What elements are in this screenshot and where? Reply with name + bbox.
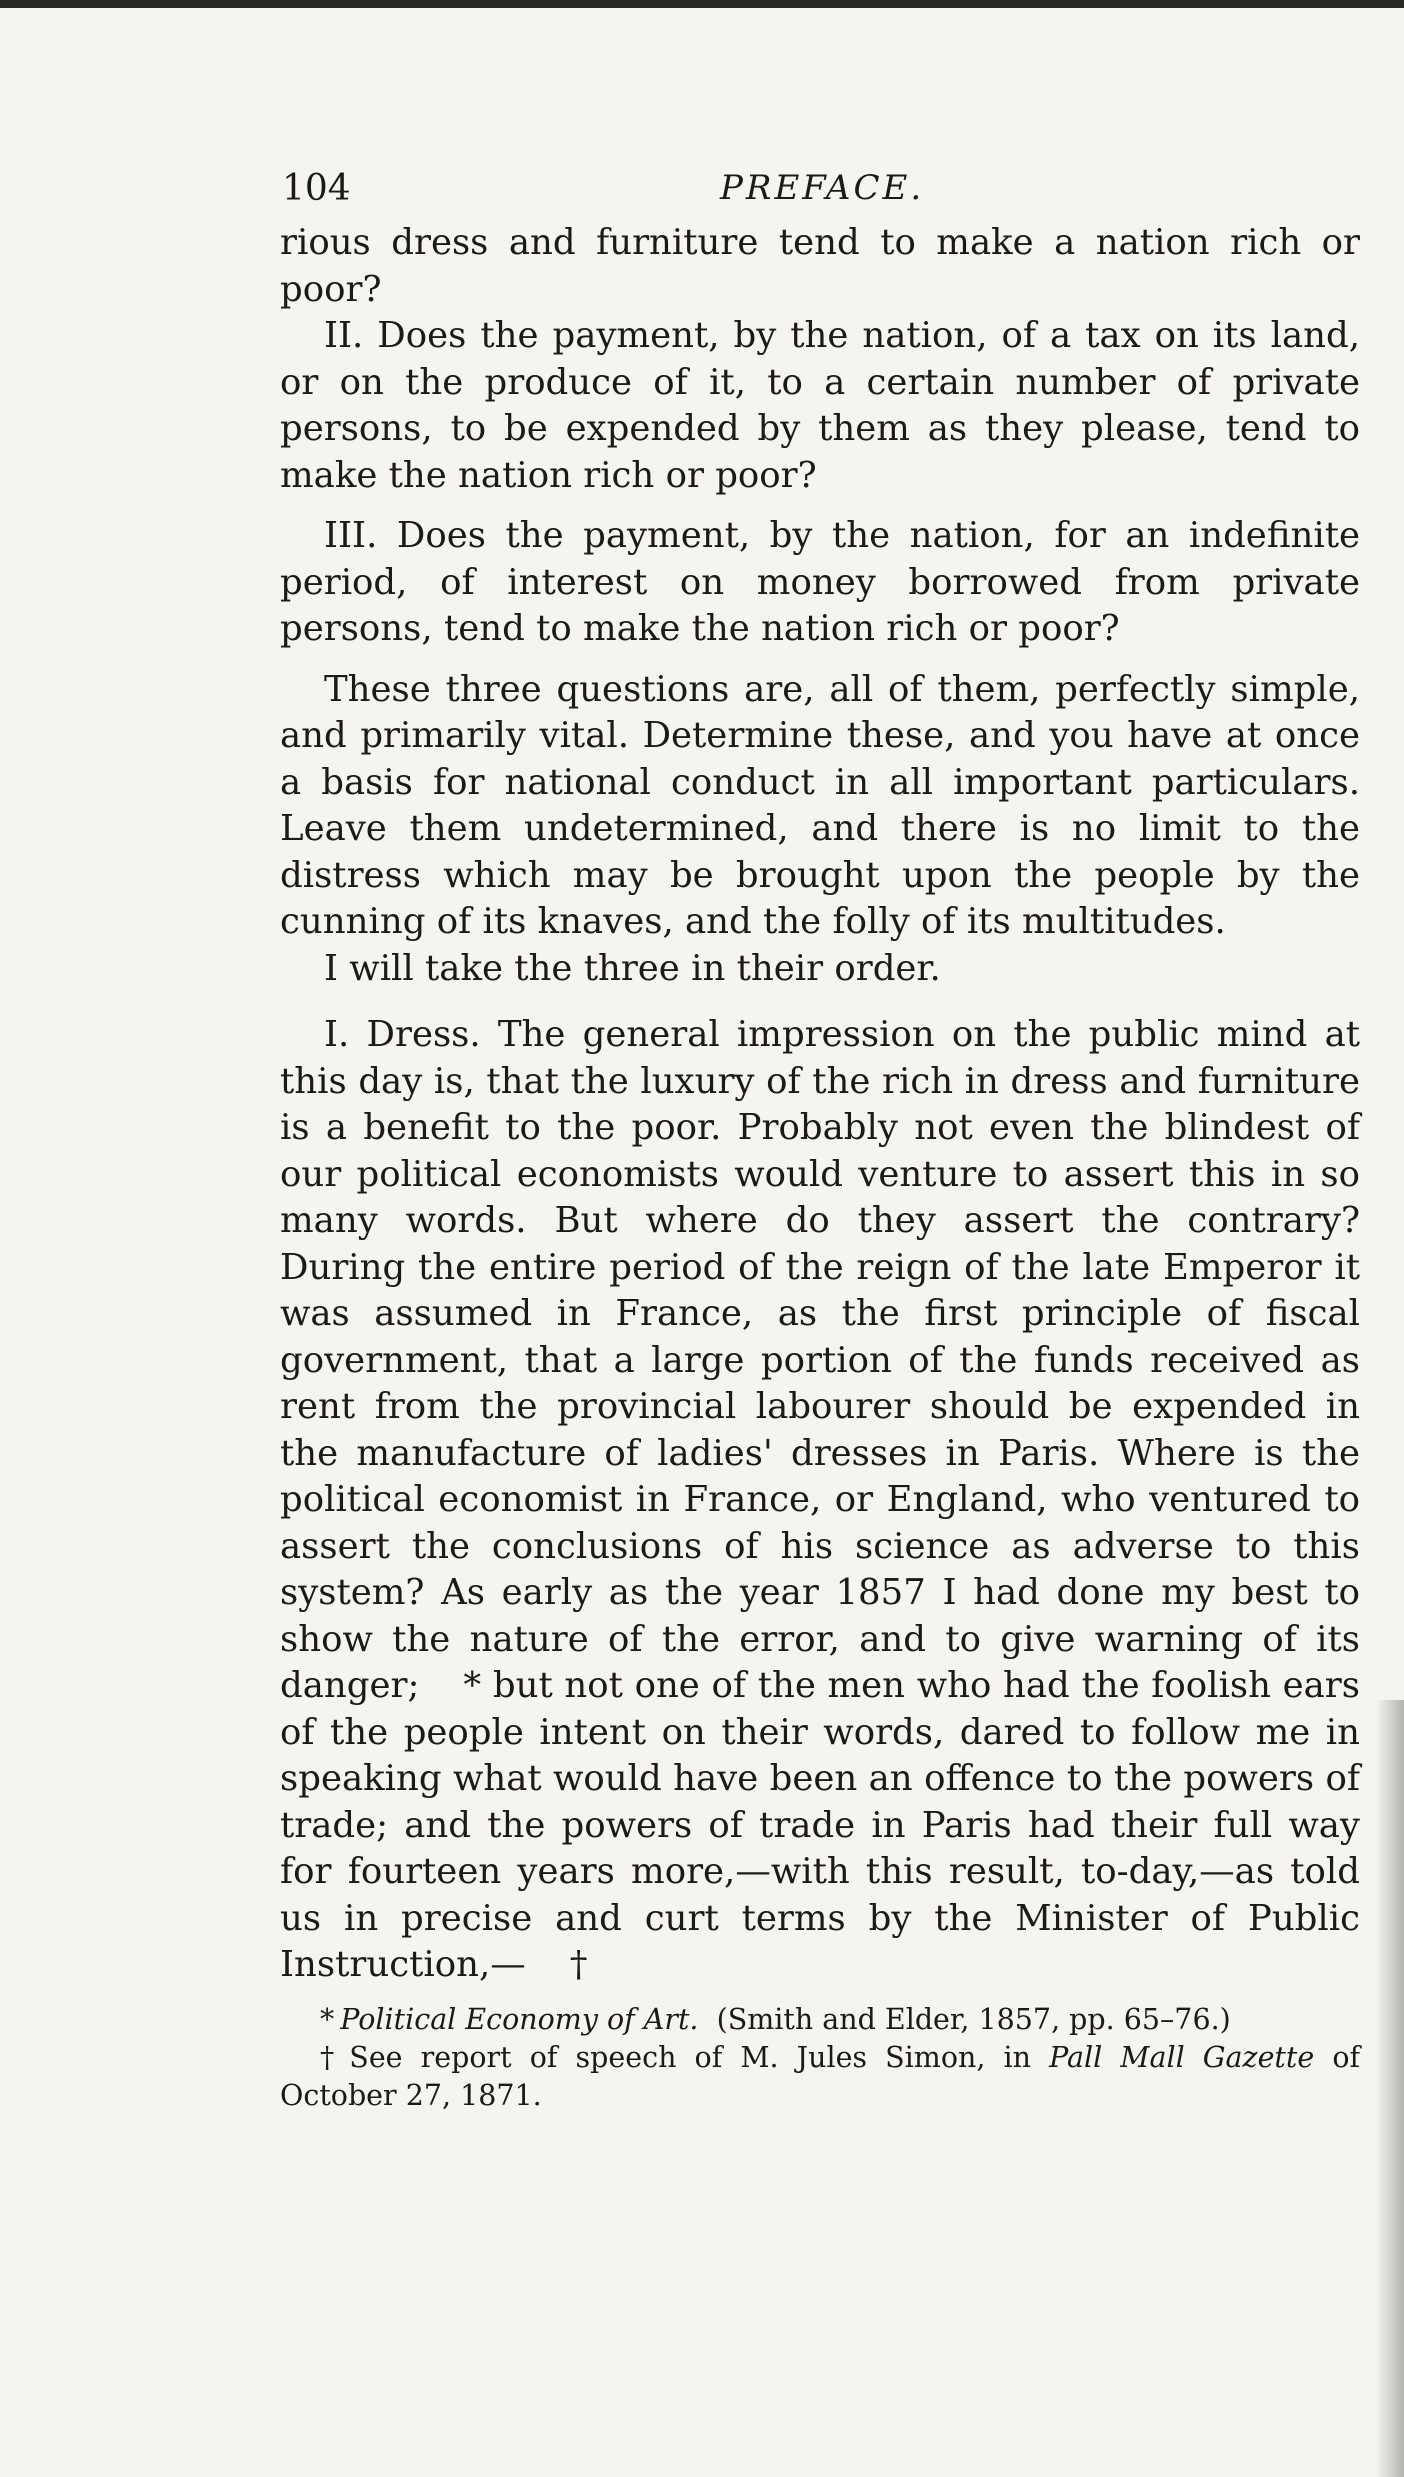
footnote-1-title: Political Economy of Art. bbox=[340, 2002, 699, 2036]
footnote-2 bbox=[280, 2039, 1360, 2115]
footnote-2-source: Pall Mall Gazette bbox=[1049, 2040, 1315, 2074]
footnote-1-rest: (Smith and Elder, 1857, pp. 65–76.) bbox=[716, 2002, 1231, 2036]
footnotes bbox=[280, 2001, 1360, 2115]
running-title: PREFACE. bbox=[720, 168, 925, 208]
dress-text-before-marks: I. Dress. The general impression on the public mind at this day is, that the luxury of the rich in dress and furniture is a benefit to the poor. Probably not even the blindest of our political economists would venture to assert this in so many words. But where do they assert the contrary? During the entire period of the reign of the late Emperor it was assumed in France, as the first principle of fiscal government, that a large portion of the funds received as rent from the provincial labourer should be expended in the manufacture of ladies' dresses in Paris. Where is the political economist in France, or England, who ventured to assert the conclusions of his science as adverse to this system? As early as the year 1857 I had done my best to show the nature of the error, and to give warning of its danger; bbox=[280, 1014, 1360, 1706]
page-number: 104 bbox=[282, 168, 351, 209]
book-page bbox=[280, 160, 1360, 2115]
paragraph-continuation: rious dress and furniture tend to make a nation rich or poor? bbox=[280, 222, 1360, 310]
footnote-1-mark: * bbox=[320, 2002, 335, 2036]
paragraph-three-questions: These three questions are, all of them, perfectly simple, and primarily vital. Determine these, and you have at once a basis for national conduct in all important particulars. Leave them undetermined, and there is no limit to the distress which may be brought upon the people by the cunning of its knaves, and the folly of its multitudes. bbox=[280, 668, 1360, 942]
top-border bbox=[0, 0, 1404, 8]
footnote-2-text: See report of speech of M. Jules Simon, in bbox=[349, 2040, 1031, 2074]
body-text bbox=[280, 220, 1360, 1989]
dress-text-after-mark-1: but not one of the men who had the foolish ears of the people intent on their words, dared to follow me in speaking what would have been an offence to the powers of trade; and the powers of trade in Paris had their full way for fourteen years more,—with this result, to-day,—as told us in precise and curt terms by the Minister of Public Instruction,— bbox=[280, 1665, 1360, 1985]
paragraph-question-three: III. Does the payment, by the nation, for an indefinite period, of interest on money borrowed from private persons, tend to make the nation rich or poor? bbox=[280, 515, 1360, 649]
page-header bbox=[280, 160, 1360, 220]
page-edge-shadow bbox=[1376, 1700, 1404, 2477]
footnote-2-mark: † bbox=[320, 2040, 344, 2074]
footnote-reference-2[interactable]: † bbox=[569, 1944, 588, 1985]
footnote-reference-1[interactable]: * bbox=[463, 1665, 482, 1706]
footnote-2-rest: of October 27, 1871. bbox=[280, 2040, 1361, 2112]
paragraph-dress-section bbox=[280, 1012, 1360, 1989]
paragraph-order: I will take the three in their order. bbox=[324, 947, 941, 989]
paragraph-question-two: II. Does the payment, by the nation, of a tax on its land, or on the produce of it, to a certain number of private persons, to be expended by them as they please, tend to make the nation rich or poor? bbox=[280, 315, 1360, 496]
footnote-1 bbox=[280, 2001, 1360, 2039]
